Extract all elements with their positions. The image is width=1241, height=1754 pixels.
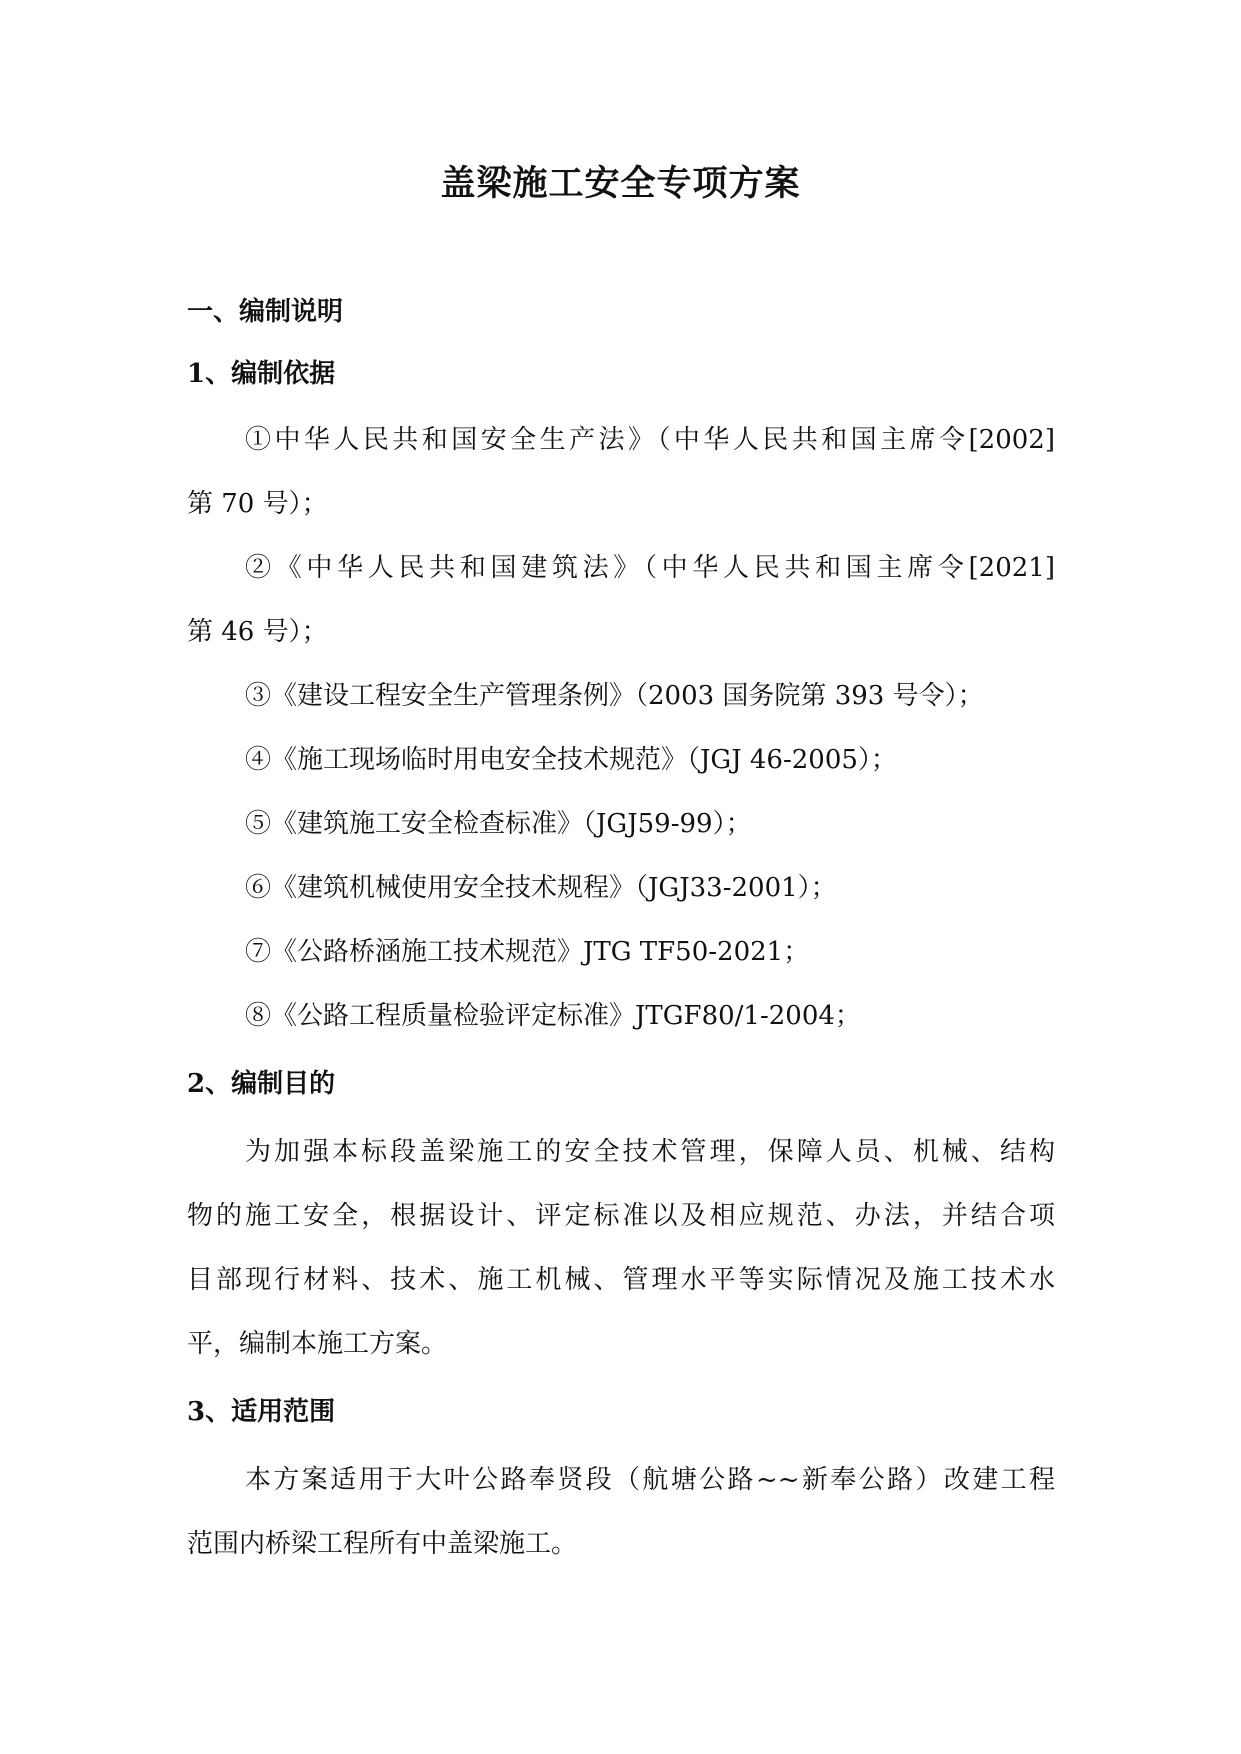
purpose-line-3: 目部现行材料、技术、施工机械、管理水平等实际情况及施工技术水: [187, 1265, 1055, 1295]
basis-item-1-line-2: 第 70 号）；: [187, 489, 328, 519]
scope-line-1: 本方案适用于大叶公路奉贤段（航塘公路~~新奉公路）改建工程: [245, 1465, 1055, 1495]
basis-item-5: ⑤《建筑施工安全检查标准》（JGJ59-99）；: [245, 809, 752, 839]
basis-item-4: ④《施工现场临时用电安全技术规范》（JGJ 46-2005）；: [245, 745, 897, 775]
basis-item-7: ⑦《公路桥涵施工技术规范》JTG TF50-2021；: [245, 937, 810, 967]
purpose-line-2: 物的施工安全，根据设计、评定标准以及相应规范、办法，并结合项: [187, 1201, 1055, 1231]
basis-item-2-line-1: ②《中华人民共和国建筑法》（中华人民共和国主席令[2021]: [245, 553, 1055, 583]
purpose-line-1: 为加强本标段盖梁施工的安全技术管理，保障人员、机械、结构: [245, 1137, 1055, 1167]
basis-item-1-line-1: ①中华人民共和国安全生产法》（中华人民共和国主席令[2002]: [245, 425, 1055, 455]
purpose-line-4: 平，编制本施工方案。: [187, 1329, 448, 1359]
section-heading-1: 一、编制说明: [187, 297, 344, 327]
basis-item-6: ⑥《建筑机械使用安全技术规程》（JGJ33-2001）；: [245, 873, 837, 903]
document-title: 盖梁施工安全专项方案: [440, 163, 801, 204]
basis-item-8: ⑧《公路工程质量检验评定标准》JTGF80/1-2004；: [245, 1001, 861, 1031]
subsection-heading-purpose: 2、编制目的: [187, 1069, 336, 1099]
subsection-heading-basis: 1、编制依据: [187, 359, 336, 389]
subsection-heading-scope: 3、适用范围: [187, 1397, 336, 1427]
basis-item-3: ③《建设工程安全生产管理条例》（2003 国务院第 393 号令）；: [245, 681, 984, 711]
basis-item-2-line-2: 第 46 号）；: [187, 617, 328, 647]
scope-line-2: 范围内桥梁工程所有中盖梁施工。: [187, 1529, 578, 1559]
